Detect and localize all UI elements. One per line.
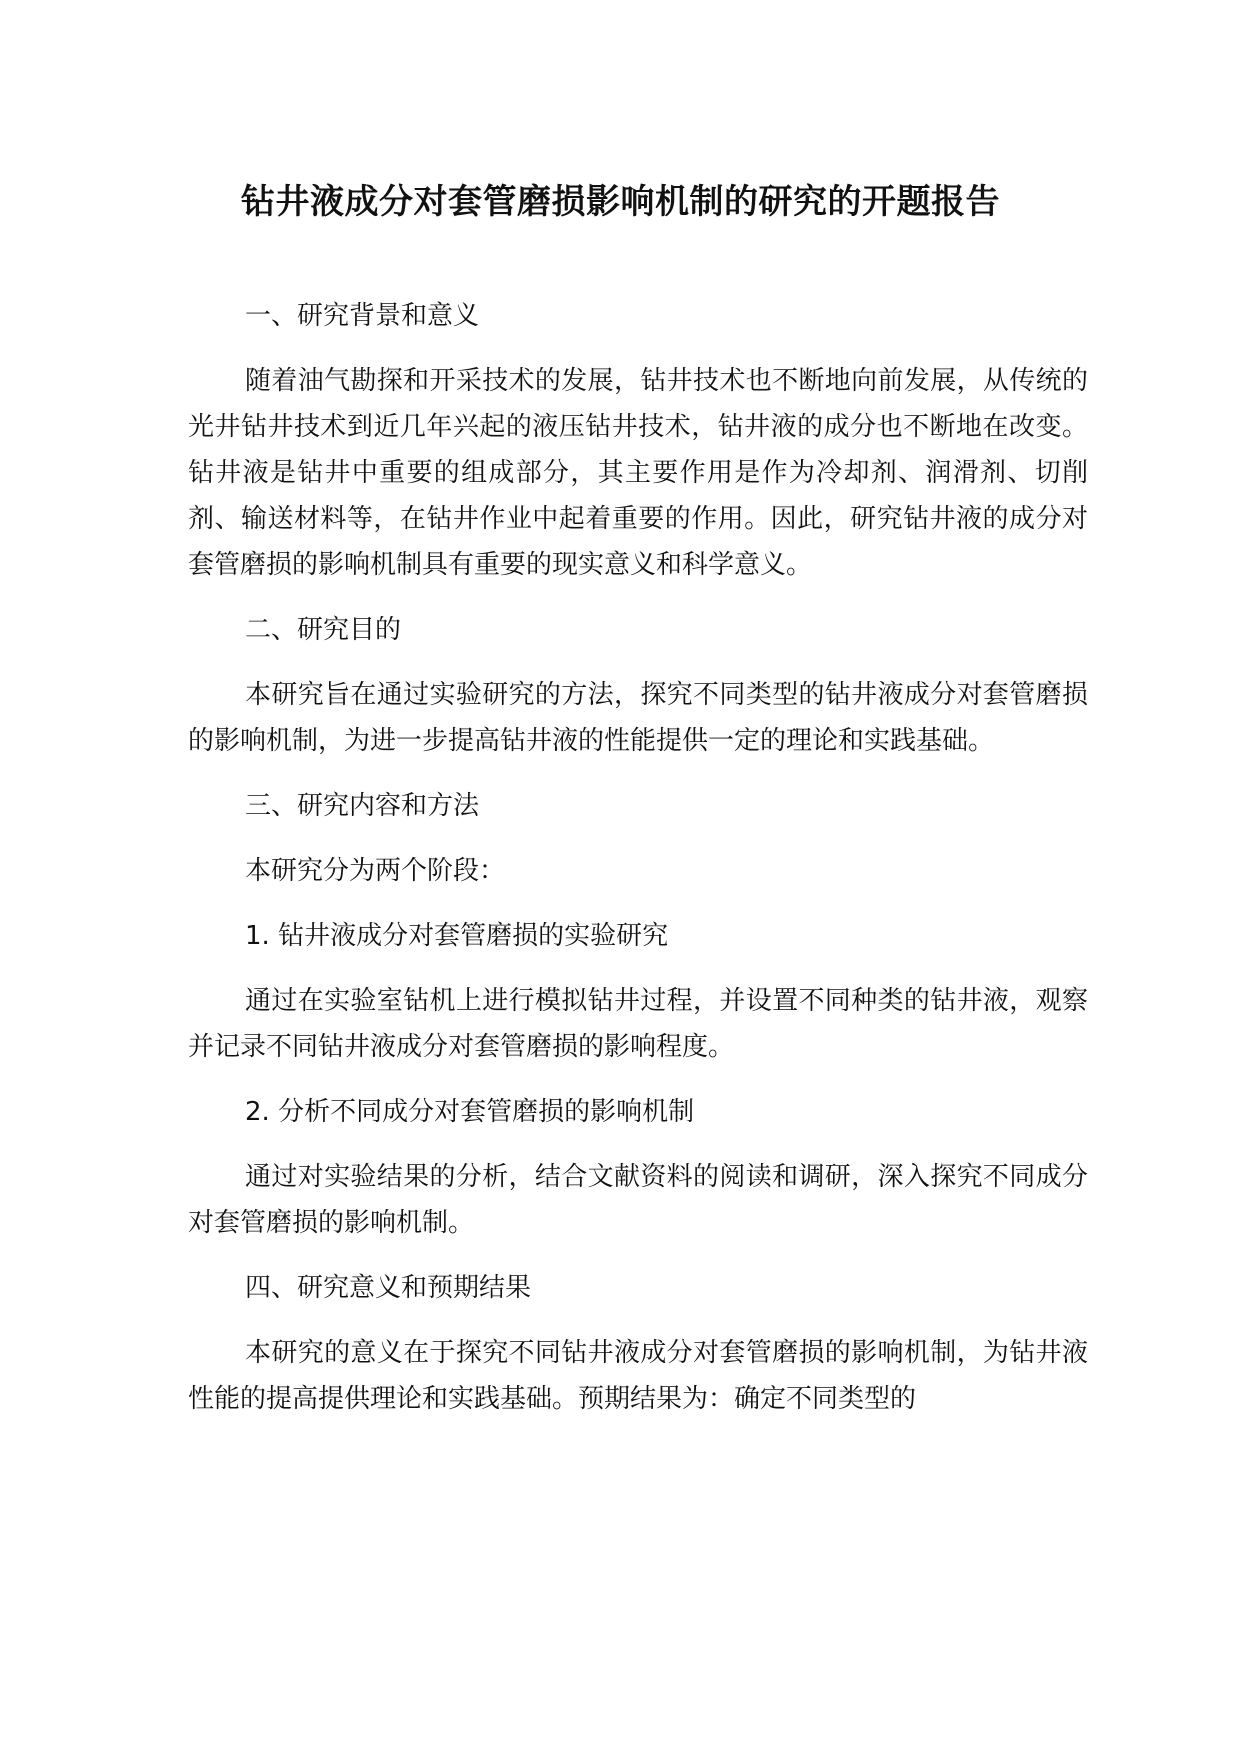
paragraph-stage-1: 通过在实验室钻机上进行模拟钻井过程，并设置不同种类的钻井液，观察并记录不同钻井液成分对套管磨损的影响程度。 xyxy=(188,986,1088,1062)
section-heading-purpose: 二、研究目的 xyxy=(245,615,402,645)
document-title: 钻井液成分对套管磨损影响机制的研究的开题报告 xyxy=(241,182,1000,222)
subheading-stage-1: 1. 钻井液成分对套管磨损的实验研究 xyxy=(245,921,669,951)
paragraph-stages-intro: 本研究分为两个阶段： xyxy=(245,856,506,886)
section-heading-significance: 四、研究意义和预期结果 xyxy=(245,1273,532,1303)
paragraph-significance: 本研究的意义在于探究不同钻井液成分对套管磨损的影响机制，为钻井液性能的提高提供理论和实践基础。预期结果为：确定不同类型的 xyxy=(188,1338,1088,1414)
paragraph-purpose: 本研究旨在通过实验研究的方法，探究不同类型的钻井液成分对套管磨损的影响机制，为进一步提高钻井液的性能提供一定的理论和实践基础。 xyxy=(188,680,1088,756)
subheading-stage-2: 2. 分析不同成分对套管磨损的影响机制 xyxy=(245,1097,695,1127)
document-body xyxy=(188,293,1088,1441)
section-heading-background: 一、研究背景和意义 xyxy=(245,301,480,331)
paragraph-stage-2: 通过对实验结果的分析，结合文献资料的阅读和调研，深入探究不同成分对套管磨损的影响机制。 xyxy=(188,1162,1088,1238)
section-heading-content-methods: 三、研究内容和方法 xyxy=(245,791,480,821)
paragraph-background: 随着油气勘探和开采技术的发展，钻井技术也不断地向前发展，从传统的光井钻井技术到近几年兴起的液压钻井技术，钻井液的成分也不断地在改变。钻井液是钻井中重要的组成部分，其主要作用是作为冷却剂、润滑剂、切削剂、输送材料等，在钻井作业中起着重要的作用。因此，研究钻井液的成分对套管磨损的影响机制具有重要的现实意义和科学意义。 xyxy=(188,366,1088,580)
